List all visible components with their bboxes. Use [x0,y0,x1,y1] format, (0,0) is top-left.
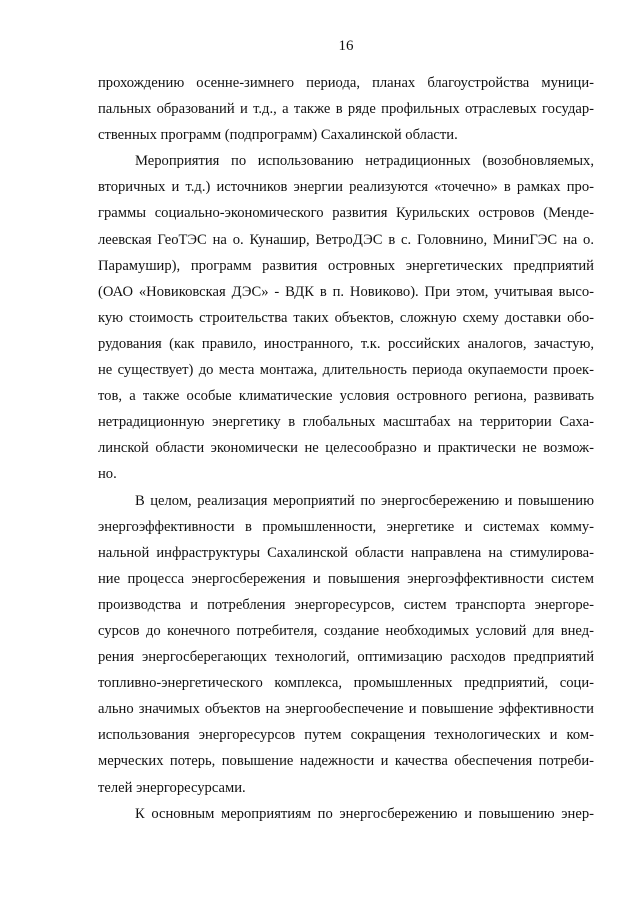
paragraph-line: телей энергоресурсами. [98,779,246,796]
paragraph-line: топливно-энергетического комплекса, промышленных предприятий, соци- [98,675,594,692]
paragraph-line: рудования (как правило, иностранного, т.к. российских аналогов, зачастую, [98,335,594,352]
paragraph-line: К основным мероприятиям по энергосбережению и повышению энер- [135,805,594,822]
paragraph-1 [98,70,594,148]
paragraph-line: нальной инфраструктуры Сахалинской области направлена на стимулирова- [98,544,594,561]
paragraph-line: мерческих потерь, повышение надежности и качества обеспечения потреби- [98,753,594,770]
paragraph-line: энергоэффективности в промышленности, энергетике и системах комму- [98,518,594,535]
paragraph-line: вторичных и т.д.) источников энергии реализуются «точечно» в рамках про- [98,179,594,196]
paragraph-line: В целом, реализация мероприятий по энергосбережению и повышению [135,492,594,509]
paragraph-line: рения энергосберегающих технологий, оптимизацию расходов предприятий [98,649,594,666]
paragraph-line: (ОАО «Новиковская ДЭС» - ВДК в п. Новиково). При этом, учитывая высо- [98,283,594,300]
paragraph-line: ственных программ (подпрограмм) Сахалинской области. [98,127,458,144]
paragraph-line: линской области экономически не целесообразно и практически не возмож- [98,440,594,457]
body-text [98,70,594,827]
paragraph-line: пальных образований и т.д., а также в ряде профильных отраслевых государ- [98,101,594,118]
paragraph-line: кую стоимость строительства таких объектов, сложную схему доставки обо- [98,309,594,326]
paragraph-line: тов, а также особые климатические условия островного региона, развивать [98,388,594,405]
paragraph-line: Мероприятия по использованию нетрадиционных (возобновляемых, [135,153,594,170]
paragraph-line: не существует) до места монтажа, длительность периода окупаемости проек- [98,362,594,379]
paragraph-line: граммы социально-экономического развития Курильских островов (Менде- [98,205,594,222]
paragraph-line: леевская ГеоТЭС на о. Кунашир, ВетроДЭС в с. Головнино, МиниГЭС на о. [98,231,594,248]
paragraph-line: сурсов до конечного потребителя, создание необходимых условий для внед- [98,622,594,639]
paragraph-line: производства и потребления энергоресурсов, систем транспорта энергоре- [98,596,594,613]
paragraph-line: Парамушир), программ развития островных энергетических предприятий [98,257,594,274]
paragraph-line: ально значимых объектов на энергообеспечение и повышение эффективности [98,701,594,718]
paragraph-line: ние процесса энергосбережения и повышения энергоэффективности систем [98,570,594,587]
paragraph-line: но. [98,466,117,483]
paragraph-line: прохождению осенне-зимнего периода, планах благоустройства муници- [98,75,594,91]
paragraph-line: нетрадиционную энергетику в глобальных масштабах на территории Саха- [98,414,594,431]
paragraph-4 [98,801,594,827]
paragraph-line: использования энергоресурсов путем сокращения технологических и ком- [98,727,594,744]
paragraph-3 [98,488,594,801]
paragraph-2 [98,148,594,487]
page-number: 16 [338,38,354,54]
